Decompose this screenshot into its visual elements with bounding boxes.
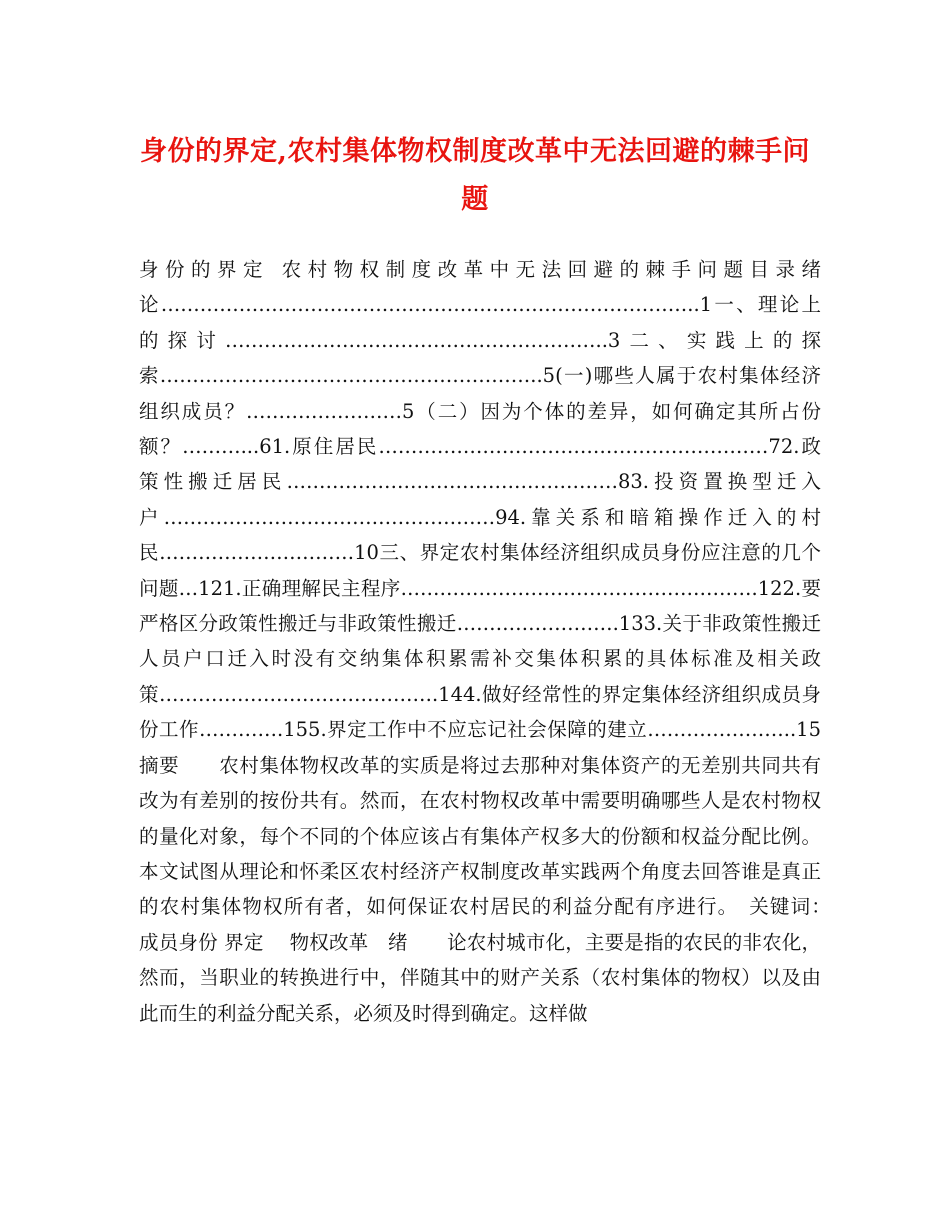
document-body: 身份的界定 农村物权制度改革中无法回避的棘手问题目录绪论………………………………………………………………………..1一、理论上的探讨…………………………………………………..3二、实践上的探索…………………………………………………..5(一)哪些人属于农村集体经济组织成员？……………………5（二）因为个体的差异，如何确定其所占份额？………...61.原住居民……………………………………………………72.政策性搬迁居民……………………………………………83.投资置换型迁入户……………………………………………94.靠关系和暗箱操作迁入的村民…………………………10三、界定农村集体经济组织成员身份应注意的几个问题…121.正确理解民主程序……………………………………………….122.要严格区分政策性搬迁与非政策性搬迁…………………….133.关于非政策性搬迁人员户口迁入时没有交纳集体积累需补交集体积累的具体标准及相关政策…………………………………….144.做好经常性的界定集体经济组织成员身份工作………….155.界定工作中不应忘记社会保障的建立…………………..15摘要 农村集体物权改革的实质是将过去那种对集体资产的无差别共同共有改为有差别的按份共有。然而，在农村物权改革中需要明确哪些人是农村物权的量化对象，每个不同的个体应该占有集体产权多大的份额和权益分配比例。本文试图从理论和怀柔区农村经济产权制度改革实践两个角度去回答谁是真正的农村集体物权所有者，如何保证农村居民的利益分配有序进行。 关键词： 成员身份 界定 物权改革 绪 论农村城市化，主要是指的农民的非农化，然而，当职业的转换进行中，伴随其中的财产关系（农村集体的物权）以及由此而生的利益分配关系，必须及时得到确定。这样做 <box>139 258 841 1025</box>
document-title: 身份的界定,农村集体物权制度改革中无法回避的棘手问题 <box>140 136 810 215</box>
